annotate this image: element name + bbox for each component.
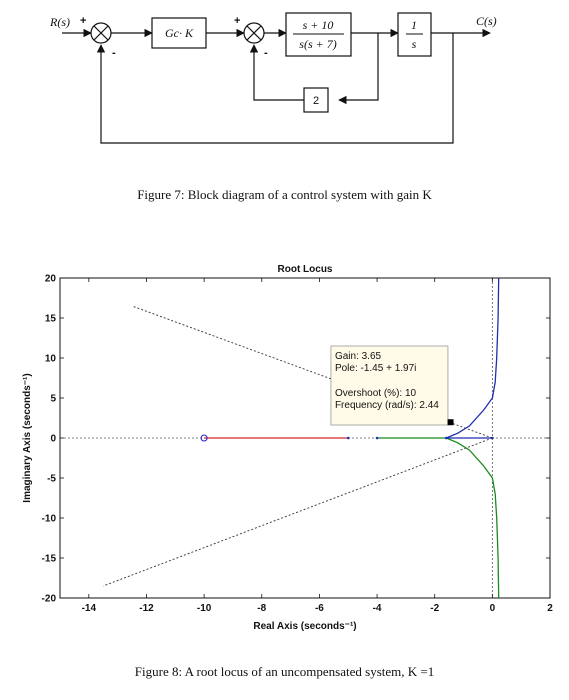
controller-label: Gc· K xyxy=(165,26,193,40)
pole-marker-3 xyxy=(347,437,350,440)
x-tick-label: -14 xyxy=(81,603,97,614)
sum2-minus-sign: - xyxy=(264,47,268,59)
pole-marker-0 xyxy=(491,437,494,440)
y-tick-label: 20 xyxy=(44,273,56,285)
datatip-pole: Pole: -1.45 + 1.97i xyxy=(334,363,417,374)
y-tick-label: -20 xyxy=(41,593,56,605)
y-tick-label: 15 xyxy=(44,313,56,325)
y-tick-label: 0 xyxy=(50,433,56,445)
plant-numerator: s + 10 xyxy=(302,18,334,32)
integrator-denominator: s xyxy=(411,37,417,51)
sum1-minus-sign: - xyxy=(112,47,116,59)
input-label: R(s) xyxy=(50,15,70,29)
integrator-numerator: 1 xyxy=(411,18,417,32)
y-tick-label: -5 xyxy=(47,473,56,485)
plant-denominator: s(s + 7) xyxy=(299,37,337,51)
x-tick-label: 2 xyxy=(547,603,553,614)
x-axis-label: Real Axis (seconds⁻¹) xyxy=(253,621,357,632)
feedback-gain-label: 2 xyxy=(312,95,320,107)
sum1-plus-sign: + xyxy=(80,15,87,27)
x-tick-label: -6 xyxy=(314,603,324,614)
x-tick-label: -12 xyxy=(139,603,154,614)
y-tick-label: 10 xyxy=(44,353,56,365)
x-tick-label: -2 xyxy=(430,603,440,614)
x-tick-label: 0 xyxy=(489,603,496,614)
datatip-frequency: Frequency (rad/s): 2.44 xyxy=(334,400,439,411)
x-tick-label: -10 xyxy=(196,603,212,614)
y-tick-label: -15 xyxy=(41,553,56,565)
sum2-plus-sign: + xyxy=(234,15,241,27)
x-tick-label: -8 xyxy=(257,603,267,614)
datatip-gain: Gain: 3.65 xyxy=(334,351,382,362)
datatip-marker xyxy=(448,419,454,425)
y-axis-label: Imaginary Axis (seconds⁻¹) xyxy=(22,373,33,503)
y-tick-label: -10 xyxy=(41,513,56,525)
output-label: C(s) xyxy=(476,14,497,28)
y-tick-label: 5 xyxy=(50,393,56,405)
datatip-overshoot: Overshoot (%): 10 xyxy=(334,388,417,399)
block-diagram xyxy=(0,0,569,180)
pole-marker-1 xyxy=(445,437,448,440)
chart-title: Root Locus xyxy=(277,264,333,275)
pole-marker-2 xyxy=(376,437,379,440)
x-tick-label: -4 xyxy=(372,603,382,614)
root-locus-chart xyxy=(0,250,569,650)
figure8-caption: Figure 8: A root locus of an uncompensated system, K =1 xyxy=(134,664,435,679)
figure7-caption: Figure 7: Block diagram of a control system with gain K xyxy=(137,187,432,202)
